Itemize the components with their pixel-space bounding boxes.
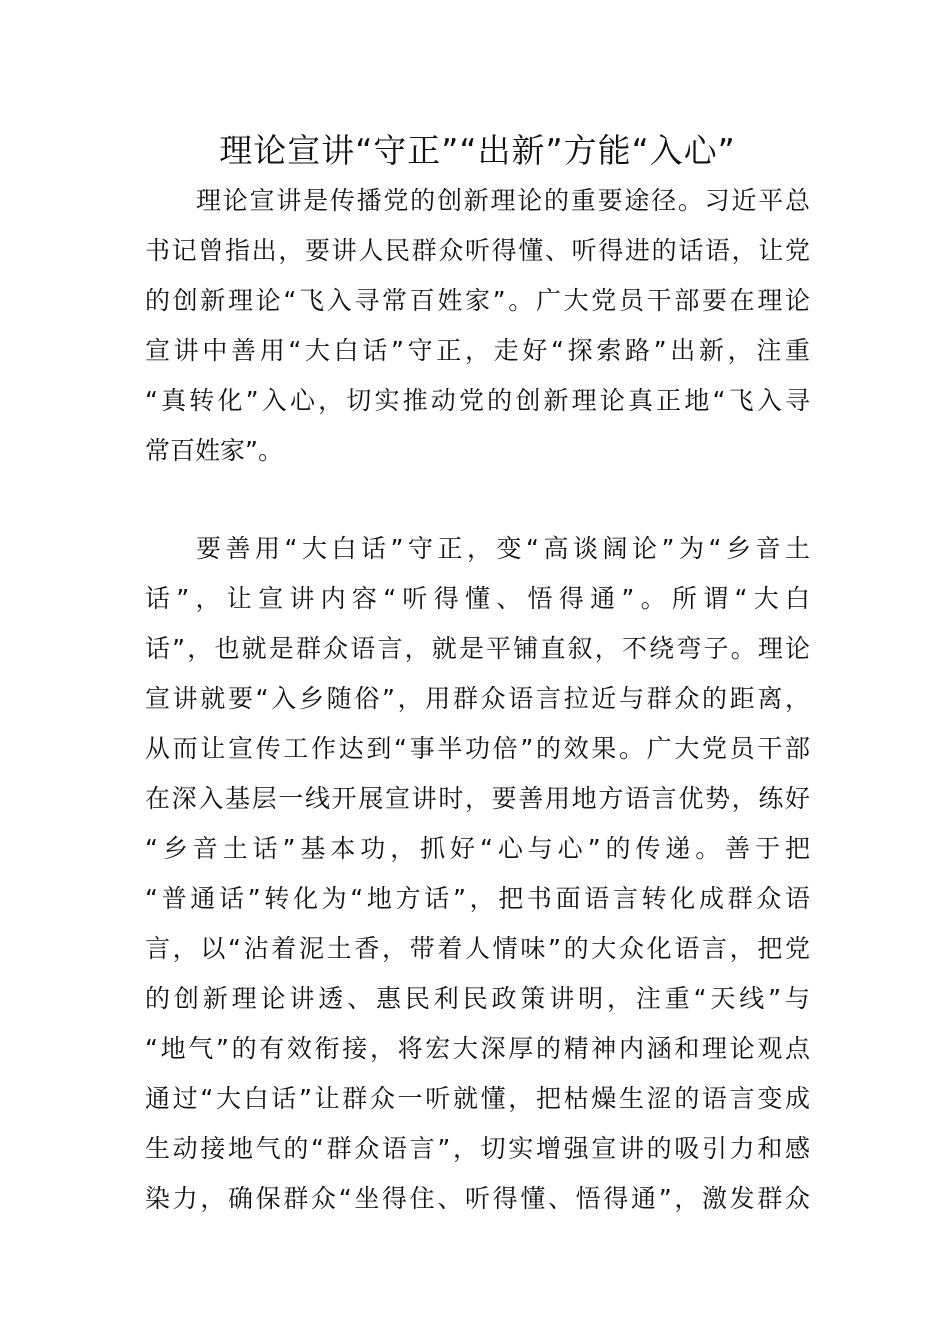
- paragraph-line: 宣讲中善用“大白话”守正，走好“探索路”出新，注重: [145, 336, 810, 365]
- paragraph-1: [145, 176, 810, 476]
- paragraph-line: 宣讲就要“入乡随俗”，用群众语言拉近与群众的距离，: [145, 684, 810, 713]
- paragraph-line: 言，以“沾着泥土香，带着人情味”的大众化语言，把党: [145, 934, 810, 963]
- paragraph-line: “地气”的有效衔接，将宏大深厚的精神内涵和理论观点: [145, 1034, 810, 1063]
- paragraph-line: 的创新理论“飞入寻常百姓家”。广大党员干部要在理论: [145, 286, 810, 315]
- paragraph-line: 通过“大白话”让群众一听就懂，把枯燥生涩的语言变成: [145, 1084, 810, 1113]
- paragraph-line: “乡音土话”基本功，抓好“心与心”的传递。善于把: [145, 834, 810, 863]
- paragraph-2: [145, 524, 810, 1224]
- paragraph-line: 在深入基层一线开展宣讲时，要善用地方语言优势，练好: [145, 784, 810, 813]
- paragraph-line: 话”，也就是群众语言，就是平铺直叙，不绕弯子。理论: [145, 634, 810, 663]
- paragraph-line: 从而让宣传工作达到“事半功倍”的效果。广大党员干部: [145, 734, 810, 763]
- paragraph-line: 书记曾指出，要讲人民群众听得懂、听得进的话语，让党: [145, 236, 810, 265]
- document-title: 理论宣讲“守正”“出新”方能“入心”: [219, 131, 736, 170]
- paragraph-line: “真转化”入心，切实推动党的创新理论真正地“飞入寻: [145, 386, 810, 415]
- paragraph-line: 要善用“大白话”守正，变“高谈阔论”为“乡音土: [196, 534, 810, 563]
- paragraph-line: 生动接地气的“群众语言”，切实增强宣讲的吸引力和感: [145, 1134, 810, 1163]
- paragraph-line: 常百姓家”。: [145, 436, 283, 465]
- paragraph-line: 话”，让宣讲内容“听得懂、悟得通”。所谓“大白: [145, 584, 810, 613]
- paragraph-line: 染力，确保群众“坐得住、听得懂、悟得通”，激发群众: [145, 1184, 810, 1213]
- paragraph-line: 的创新理论讲透、惠民利民政策讲明，注重“天线”与: [145, 984, 810, 1013]
- paragraph-line: “普通话”转化为“地方话”，把书面语言转化成群众语: [145, 884, 810, 913]
- paragraph-line: 理论宣讲是传播党的创新理论的重要途径。习近平总: [196, 186, 810, 215]
